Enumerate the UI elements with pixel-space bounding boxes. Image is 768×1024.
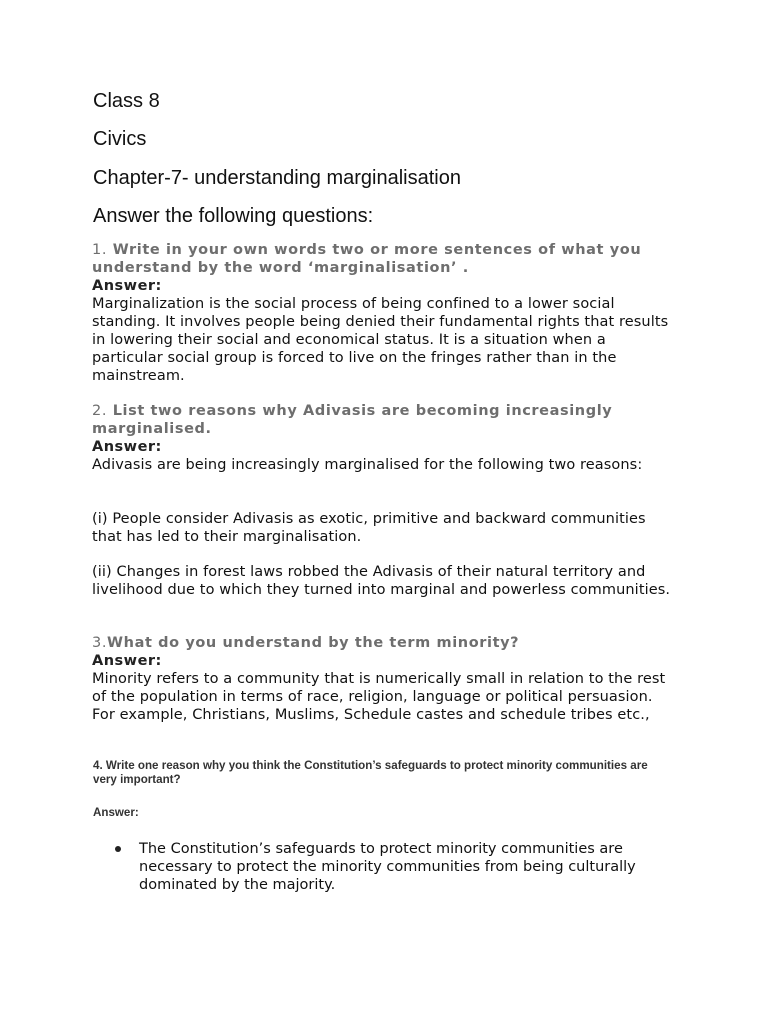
answer-2-intro: Adivasis are being increasingly marginalised for the following two reasons: (92, 457, 643, 473)
subject-heading: Civics (93, 128, 147, 150)
question-3 (92, 634, 662, 652)
answer-2-reason-2: (ii) Changes in forest laws robbed the Adivasis of their natural territory and livelihood due to which they turned into marginal and powerless communities. (92, 564, 671, 598)
question-1 (92, 241, 662, 277)
answer-4-label: Answer: (93, 806, 139, 819)
question-1-number: 1. (92, 242, 108, 258)
question-3-number: 3. (92, 635, 108, 651)
question-3-text: What do you understand by the term minority? (107, 635, 520, 651)
answer-4-bullet-text: The Constitution’s safeguards to protect minority communities are necessary to protect the minority communities from being culturally dominated by the majority. (139, 841, 636, 893)
answer-3-label: Answer: (92, 653, 162, 669)
question-2 (92, 402, 662, 438)
answer-1-label: Answer: (92, 278, 162, 294)
answer-1-text: Marginalization is the social process of being confined to a lower social standing. It involves people being denied their fundamental rights that results in lowering their social and economical status. It is a situation when a particular social group is forced to live on the fringes rather than in the mainstream. (92, 296, 669, 384)
answer-2-label: Answer: (92, 439, 162, 455)
answer-4-bullet-list (113, 840, 683, 894)
list-item (113, 840, 683, 894)
chapter-title: Chapter-7- understanding marginalisation (93, 167, 461, 189)
answer-3-text: Minority refers to a community that is numerically small in relation to the rest of the population in terms of race, religion, language or political persuasion. For example, Christians, Muslims, Schedule castes and schedule tribes etc., (92, 671, 666, 723)
question-2-number: 2. (92, 403, 108, 419)
question-2-text: List two reasons why Adivasis are becoming increasingly marginalised. (92, 403, 613, 437)
question-1-text: Write in your own words two or more sentences of what you understand by the word ‘marginalisation’ . (92, 242, 642, 276)
question-4: 4. Write one reason why you think the Constitution’s safeguards to protect minority communities are very important? (93, 759, 648, 786)
answer-2-reason-1: (i) People consider Adivasis as exotic, primitive and backward communities that has led to their marginalisation. (92, 511, 646, 545)
instruction-heading: Answer the following questions: (93, 205, 374, 227)
bullet-icon (115, 846, 121, 852)
class-heading: Class 8 (93, 90, 160, 112)
